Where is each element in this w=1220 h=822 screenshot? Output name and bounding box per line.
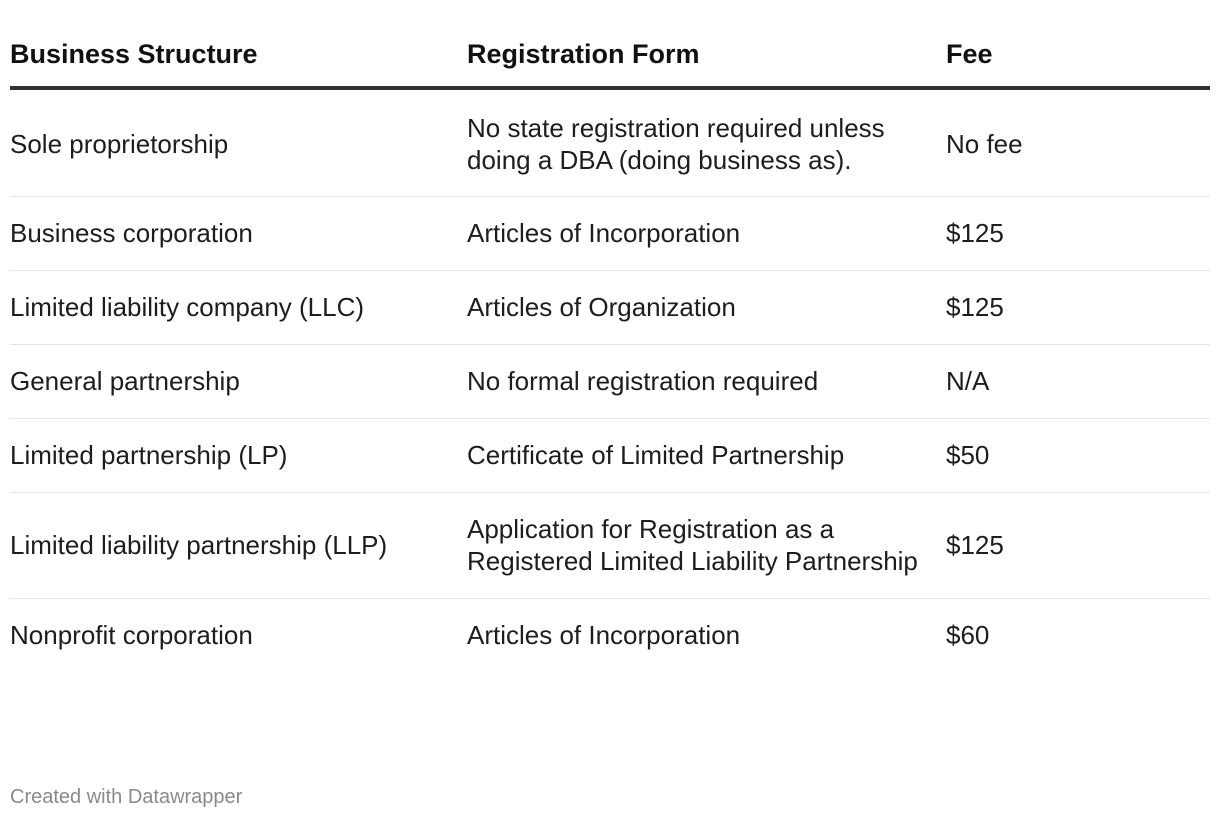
cell-fee: $125 [946,197,1210,271]
cell-business-structure: Limited liability company (LLC) [10,271,467,345]
header-row [10,38,1210,88]
cell-registration-form: Articles of Incorporation [467,620,741,651]
table-body [10,88,1210,672]
table-row [10,419,1210,493]
cell-fee: $50 [946,419,1210,493]
table-row [10,271,1210,345]
cell-business-structure: Nonprofit corporation [10,620,253,651]
column-header-fee: Fee [946,38,1210,88]
cell-business-structure: General partnership [10,345,467,419]
registration-table-container [10,38,1210,672]
cell-registration-form: No state registration required unless doing a DBA (doing business as). [467,88,946,197]
table-row [10,197,1210,271]
cell-fee: $125 [946,493,1210,599]
datawrapper-credit: Created with Datawrapper [10,786,243,808]
cell-registration-form: Articles of Incorporation [467,197,946,271]
cell-business-structure: Business corporation [10,197,467,271]
column-header-business-structure: Business Structure [10,38,467,88]
cell-fee: $125 [946,271,1210,345]
cell-fee: No fee [946,88,1210,197]
cell-registration-form: Certificate of Limited Partnership [467,419,946,493]
cell-business-structure: Sole proprietorship [10,88,467,197]
registration-table [10,38,1210,672]
cell-business-structure: Limited partnership (LP) [10,419,467,493]
table-row [10,345,1210,419]
column-header-registration-form: Registration Form [467,38,946,88]
table-row [10,493,1210,599]
cell-business-structure: Limited liability partnership (LLP) [10,493,467,599]
table-row [10,88,1210,197]
cell-registration-form: No formal registration required [467,345,946,419]
cell-registration-form: Application for Registration as a Registered Limited Liability Partnership [467,493,946,599]
cell-fee: $60 [946,620,990,651]
cell-registration-form: Articles of Organization [467,271,946,345]
cell-fee: N/A [946,345,1210,419]
table-row [10,599,1210,673]
table-header [10,38,1210,88]
